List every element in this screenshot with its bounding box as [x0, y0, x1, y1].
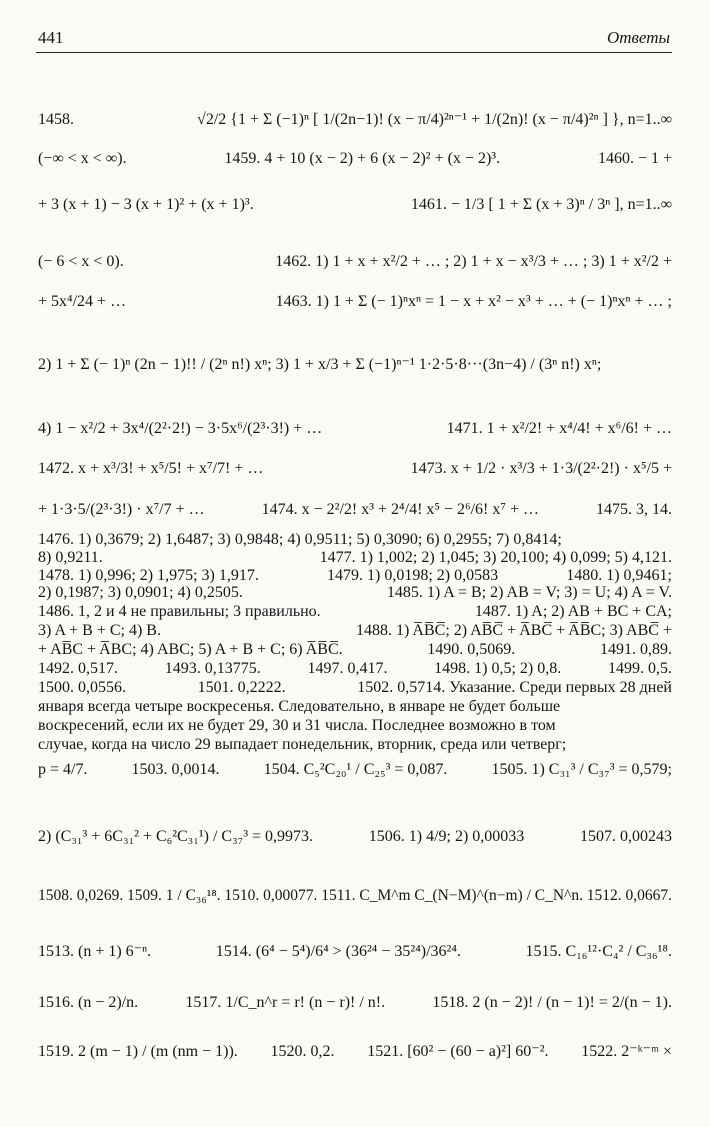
answer-segment: 1502. 0,5714. Указание. Среди первых 28 дней	[357, 679, 672, 696]
answer-segment: 1486. 1, 2 и 4 не правильны; 3 правильно.	[38, 603, 321, 620]
answer-segment: + 5x⁴/24 + …	[38, 293, 127, 310]
answer-segment: 1493. 0,13775.	[164, 660, 261, 677]
answer-line	[38, 822, 672, 852]
answer-segment: 4) 1 − x²/2 + 3x⁴/(2²·2!) − 3·5x⁶/(2³·3!) + …	[38, 420, 323, 437]
answer-segment: случае, когда на число 29 выпадает понедельник, вторник, среда или четверг;	[38, 736, 567, 753]
answer-line	[38, 105, 672, 135]
page-number: 441	[38, 28, 64, 47]
answer-segment: 1515. C₁₆¹²·C₄² / C₃₆¹⁸.	[525, 943, 672, 960]
answer-line	[38, 881, 672, 911]
answer-segment: √2/2 {1 + Σ (−1)ⁿ [ 1/(2n−1)! (x − π/4)²ⁿ⁻¹ + 1/(2n)! (x − π/4)²ⁿ ] }, n=1..∞	[197, 111, 672, 128]
answer-segment: 1507. 0,00243	[580, 828, 672, 845]
answer-segment: 1478. 1) 0,996; 2) 1,975; 3) 1,917.	[38, 567, 259, 584]
answer-segment: 1463. 1) 1 + Σ (− 1)ⁿxⁿ = 1 − x + x² − x³ + … + (− 1)ⁿxⁿ + … ;	[275, 293, 672, 310]
section-title: Ответы	[606, 28, 670, 47]
answer-line	[38, 1037, 672, 1067]
answer-line	[38, 937, 672, 967]
answer-segment: 1497. 0,417.	[307, 660, 388, 677]
answer-segment: 2) 1 + Σ (− 1)ⁿ (2n − 1)!! / (2ⁿ n!) xⁿ; 3) 1 + x/3 + Σ (−1)ⁿ⁻¹ 1·2·5·8···(3n−4) / (3ⁿ n!) xⁿ;	[38, 356, 602, 373]
answer-line	[38, 350, 672, 380]
answer-segment: 1475. 3, 14.	[596, 501, 672, 518]
answer-segment: 1508. 0,0269.	[38, 887, 124, 904]
answer-segment: 1519. 2 (m − 1) / (m (nm − 1)).	[38, 1043, 238, 1060]
answer-segment: 1474. x − 2²/2! x³ + 2⁴/4! x⁵ − 2⁶/6! x⁷ + …	[261, 501, 539, 518]
answer-segment: 1473. x + 1/2 · x³/3 + 1·3/(2²·2!) · x⁵/5 +	[410, 460, 672, 477]
header-rule	[36, 52, 672, 53]
answer-segment: января всегда четыре воскресенья. Следовательно, в январе не будет больше	[38, 698, 561, 715]
answer-segment: 1506. 1) 4/9; 2) 0,00033	[368, 828, 525, 845]
answer-segment: 1505. 1) C₃₁³ / C₃₇³ = 0,579;	[491, 761, 672, 778]
answer-segment: 1500. 0,0556.	[38, 679, 126, 696]
answer-segment: 1513. (n + 1) 6⁻ⁿ.	[38, 943, 152, 960]
answer-segment: 1509. 1 / C₃₆¹⁸.	[127, 887, 221, 904]
answer-line	[38, 247, 672, 277]
answer-segment: 1485. 1) A = B; 2) AB = V; 3) = U; 4) A = V.	[386, 584, 672, 601]
answer-segment: 1488. 1) A̅B̅C̅; 2) AB̅C̅ + A̅BC̅ + A̅B̅C; 3) ABC̅ +	[355, 622, 672, 639]
answer-segment: 1490. 0,5069.	[427, 641, 516, 658]
answer-segment: 1510. 0,00077.	[224, 887, 318, 904]
answer-segment: 1518. 2 (n − 2)! / (n − 1)! = 2/(n − 1).	[432, 994, 672, 1011]
answer-segment: 1462. 1) 1 + x + x²/2 + … ; 2) 1 + x − x³/3 + … ; 3) 1 + x²/2 +	[275, 253, 672, 270]
answer-segment: p = 4/7.	[38, 761, 88, 778]
answer-segment: 1504. C₅²C₂₀¹ / C₂₅³ = 0,087.	[263, 761, 448, 778]
answer-segment: 1499. 0,5.	[607, 660, 672, 677]
answer-segment: 1477. 1) 1,002; 2) 1,045; 3) 20,100; 4) 0,099; 5) 4,121.	[319, 549, 672, 566]
answer-line	[38, 454, 672, 484]
answer-segment: + 1·3·5/(2³·3!) · x⁷/7 + …	[38, 501, 205, 518]
answer-segment: (−∞ < x < ∞).	[38, 150, 127, 167]
answer-segment: 1480. 1) 0,9461;	[566, 567, 672, 584]
answer-segment: 8) 0,9211.	[38, 549, 103, 566]
answer-segment: 1520. 0,2.	[270, 1043, 335, 1060]
answer-segment: 2) 0,1987; 3) 0,0901; 4) 0,2505.	[38, 584, 243, 601]
answer-segment: 1501. 0,2222.	[197, 679, 286, 696]
answer-segment: 1521. [60² − (60 − a)²] 60⁻².	[367, 1043, 549, 1060]
answer-line	[38, 414, 672, 444]
answer-segment: 1471. 1 + x²/2! + x⁴/4! + x⁶/6! + …	[446, 420, 672, 437]
answer-segment: 1522. 2⁻ᵏ⁻ᵐ ×	[581, 1043, 672, 1060]
answer-segment: 1487. 1) A; 2) AB + BC + CA;	[474, 603, 672, 620]
answer-segment: 3) A + B + C; 4) B.	[38, 622, 161, 639]
answer-segment: 1503. 0,0014.	[131, 761, 220, 778]
answer-segment: 1491. 0,89.	[599, 641, 672, 658]
answer-segment: 1511. C_M^m C_(N−M)^(n−m) / C_N^n.	[321, 887, 583, 904]
answer-segment: (− 6 < x < 0).	[38, 253, 124, 270]
answer-segment: 1458.	[38, 111, 74, 128]
answer-line	[38, 144, 672, 174]
answer-line	[38, 755, 672, 785]
answer-segment: 1517. 1/C_n^r = r! (n − r)! / n!.	[185, 994, 386, 1011]
answer-line	[38, 190, 672, 220]
answer-segment: 2) (C₃₁³ + 6C₃₁² + C₆²C₃₁¹) / C₃₇³ = 0,9973.	[38, 828, 314, 845]
answer-line	[38, 495, 672, 525]
answer-segment: 1461. − 1/3 [ 1 + Σ (x + 3)ⁿ / 3ⁿ ], n=1..∞	[410, 196, 672, 213]
answer-segment: 1476. 1) 0,3679; 2) 1,6487; 3) 0,9848; 4) 0,9511; 5) 0,3090; 6) 0,2955; 7) 0,8414;	[38, 531, 562, 548]
answer-segment: + 3 (x + 1) − 3 (x + 1)² + (x + 1)³.	[38, 196, 254, 213]
answer-segment: 1498. 1) 0,5; 2) 0,8.	[434, 660, 562, 677]
answer-line	[38, 287, 672, 317]
answer-segment: воскресений, если их не будет 29, 30 и 31 числа. Последнее возможно в том	[38, 717, 556, 734]
answer-segment: 1516. (n − 2)/n.	[38, 994, 139, 1011]
answer-segment: 1472. x + x³/3! + x⁵/5! + x⁷/7! + …	[38, 460, 264, 477]
answer-segment: 1492. 0,517.	[38, 660, 118, 677]
answer-segment: 1479. 1) 0,0198; 2) 0,0583	[326, 567, 499, 584]
answer-segment: 1459. 4 + 10 (x − 2) + 6 (x − 2)² + (x − 2)³.	[224, 150, 501, 167]
answer-line	[38, 988, 672, 1018]
answer-segment: 1460. − 1 +	[597, 150, 672, 167]
answer-segment: 1512. 0,0667.	[586, 887, 672, 904]
answer-segment: + AB̅C + A̅BC; 4) ABC; 5) A + B + C; 6) A̅B̅C̅.	[38, 641, 343, 658]
answer-segment: 1514. (6⁴ − 5⁴)/6⁴ > (36²⁴ − 35²⁴)/36²⁴.	[215, 943, 461, 960]
